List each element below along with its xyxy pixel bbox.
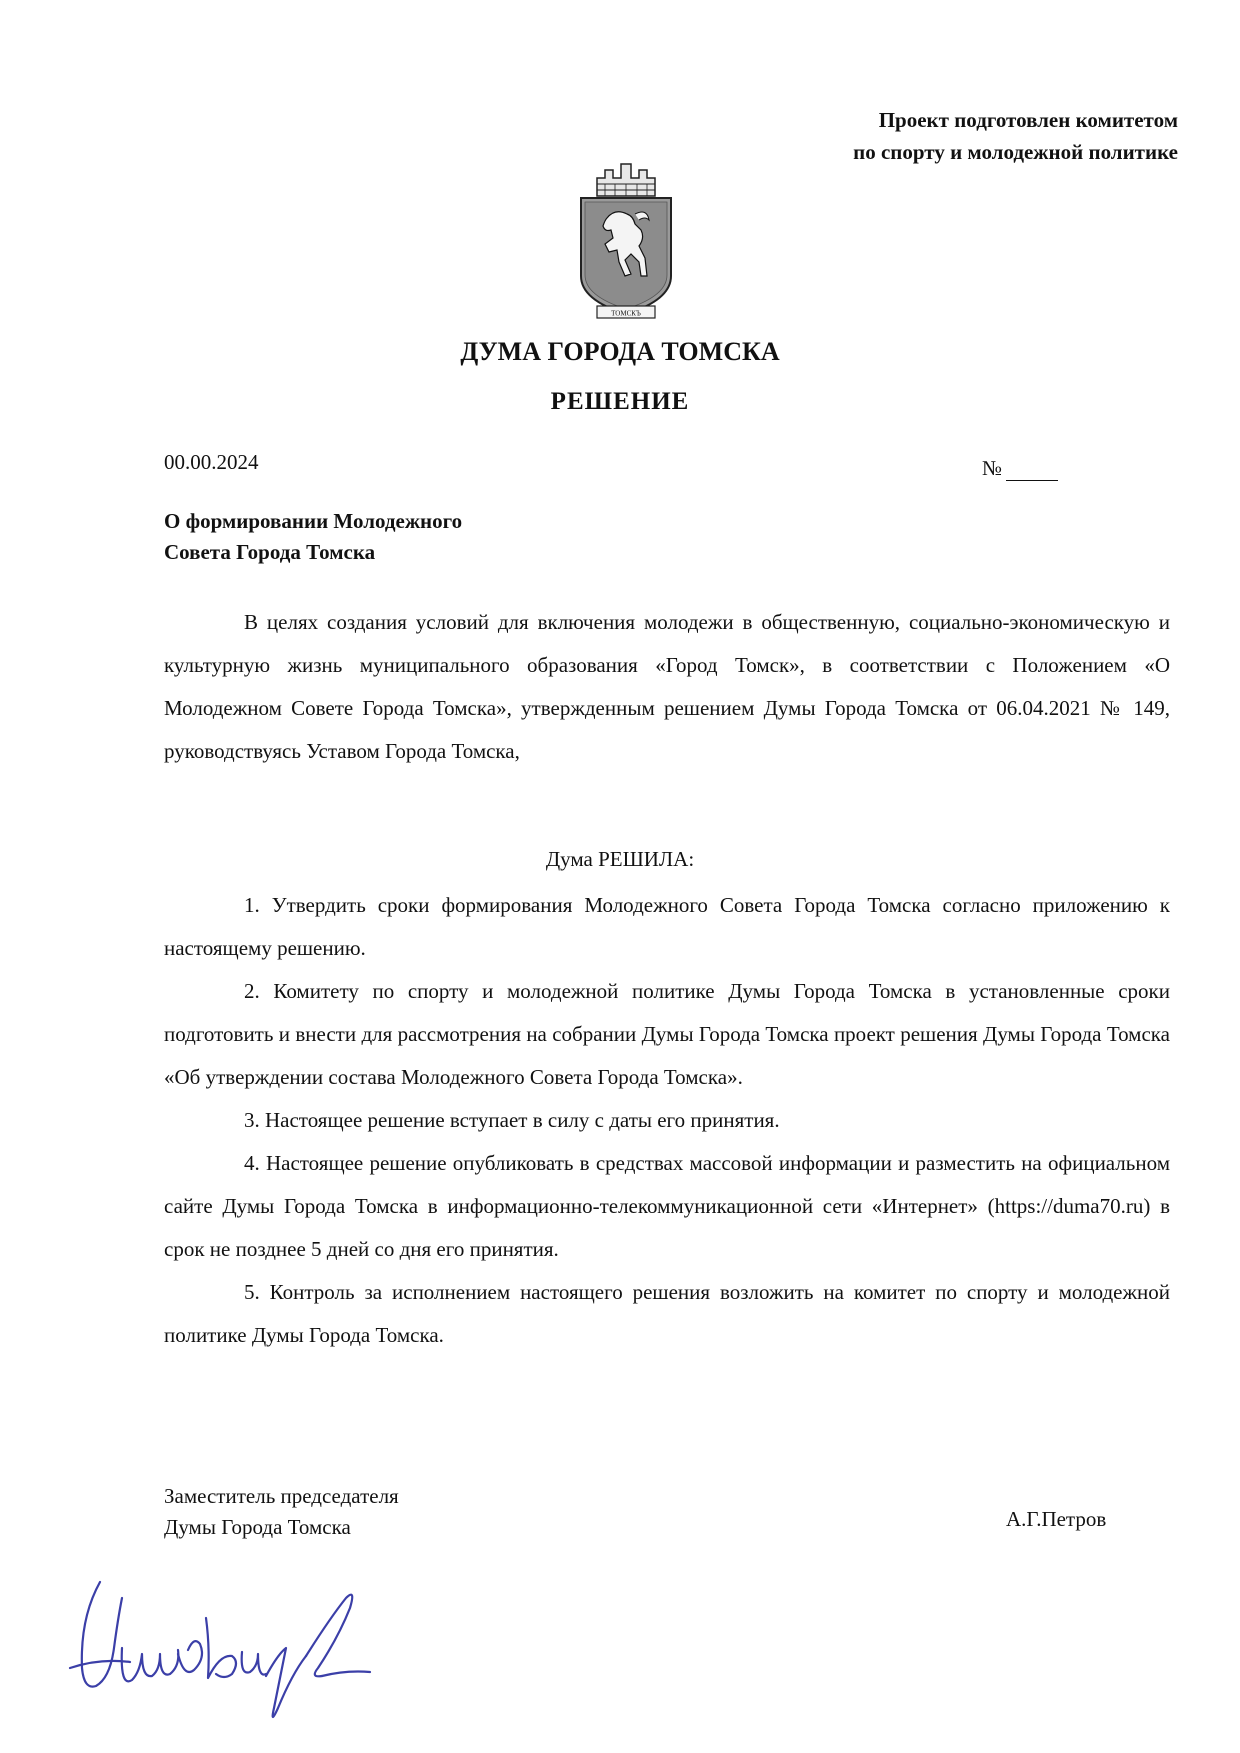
decision-number	[982, 456, 1058, 481]
preamble-paragraph: В целях создания условий для включения молодежи в общественную, социально-экономическую и культурную жизнь муниципального образования «Город Томск», в соответствии с Положением «О Молодежном Совете Города Томска», утвержденным решением Думы Города Томска от 06.04.2021 № 149, руководствуясь Уставом Города Томска,	[164, 610, 1170, 763]
decision-item-1: 1. Утвердить сроки формирования Молодежного Совета Города Томска согласно приложению к настоящему решению.	[164, 893, 1170, 960]
subject-line-2: Совета Города Томска	[164, 540, 376, 564]
signatory-position-line-2: Думы Города Томска	[164, 1515, 351, 1539]
document-kind: РЕШЕНИЕ	[550, 388, 690, 415]
number-label: №	[982, 456, 1003, 480]
project-prepared-note	[853, 104, 1178, 168]
handwritten-signature	[60, 1558, 380, 1728]
decision-subject	[164, 506, 584, 568]
decision-item-3: 3. Настоящее решение вступает в силу с даты его принятия.	[244, 1108, 780, 1132]
emblem-ribbon-text: ТОМСКЪ	[611, 309, 641, 318]
signatory-position-line-1: Заместитель председателя	[164, 1484, 399, 1508]
number-blank-line	[1006, 462, 1058, 481]
decision-item-2: 2. Комитету по спорту и молодежной политике Думы Города Томска в установленные сроки подготовить и внести для рассмотрения на собрании Думы Города Томска проект решения Думы Города Томска «Об утверждении состава Молодежного Совета Города Томска».	[164, 979, 1170, 1089]
signatory-name: А.Г.Петров	[1006, 1507, 1107, 1531]
duma-title: ДУМА ГОРОДА ТОМСКА	[460, 337, 780, 366]
decision-date: 00.00.2024	[164, 450, 259, 474]
tomsk-coat-of-arms-emblem	[575, 158, 677, 326]
project-note-line-2: по спорту и молодежной политике	[853, 140, 1178, 164]
subject-line-1: О формировании Молодежного	[164, 509, 463, 533]
signatory-position	[164, 1481, 399, 1543]
decision-items	[164, 884, 1170, 1357]
decision-item-5: 5. Контроль за исполнением настоящего решения возложить на комитет по спорту и молодежной политике Думы Города Томска.	[164, 1280, 1170, 1347]
decision-item-4: 4. Настоящее решение опубликовать в средствах массовой информации и разместить на официальном сайте Думы Города Томска в информационно-телекоммуникационной сети «Интернет» (https://duma70.ru) в срок не позднее 5 дней со дня его принятия.	[164, 1151, 1170, 1261]
resolved-heading: Дума РЕШИЛА:	[545, 847, 695, 871]
project-note-line-1: Проект подготовлен комитетом	[878, 108, 1178, 132]
